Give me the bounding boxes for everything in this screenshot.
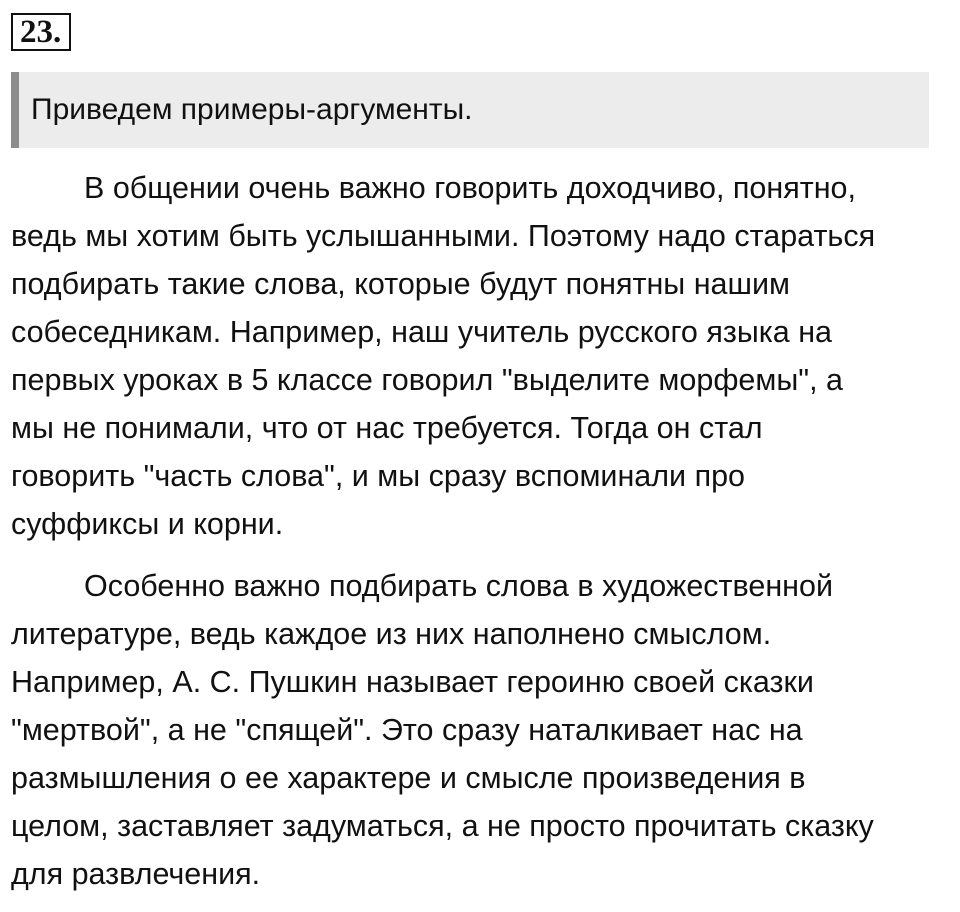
- task-number: [11, 13, 71, 51]
- paragraph-line: Особенно важно подбирать слова в художественной: [84, 569, 834, 603]
- paragraph-line: "мертвой", а не "спящей". Это сразу наталкивает нас на: [11, 713, 803, 747]
- heading-block: [11, 72, 929, 148]
- paragraph-line: Например, А. С. Пушкин называет героиню своей сказки: [11, 665, 814, 699]
- task-number-label: 23.: [20, 13, 62, 50]
- paragraph-line: для развлечения.: [11, 857, 261, 891]
- paragraph-line: суффиксы и корни.: [11, 507, 284, 541]
- paragraph-line: размышления о ее характере и смысле произведения в: [11, 761, 806, 795]
- paragraph-line: собеседникам. Например, наш учитель русского языка на: [11, 315, 833, 349]
- paragraph-line: литературе, ведь каждое из них наполнено смыслом.: [11, 617, 772, 651]
- paragraph-line: В общении очень важно говорить доходчиво, понятно,: [84, 171, 856, 205]
- paragraph-line: мы не понимали, что от нас требуется. Тогда он стал: [11, 411, 763, 445]
- paragraph-line: ведь мы хотим быть услышанными. Поэтому надо стараться: [11, 219, 876, 253]
- essay-body: [11, 164, 946, 912]
- paragraph-line: целом, заставляет задуматься, а не просто прочитать сказку: [11, 809, 874, 843]
- paragraph-2: [11, 562, 946, 898]
- paragraph-line: первых уроках в 5 классе говорил "выделите морфемы", а: [11, 363, 844, 397]
- heading-text: Приведем примеры-аргументы.: [31, 93, 473, 126]
- paragraph-line: говорить "часть слова", и мы сразу вспоминали про: [11, 459, 746, 493]
- paragraph-1: [11, 164, 946, 548]
- paragraph-line: подбирать такие слова, которые будут понятны нашим: [11, 267, 790, 301]
